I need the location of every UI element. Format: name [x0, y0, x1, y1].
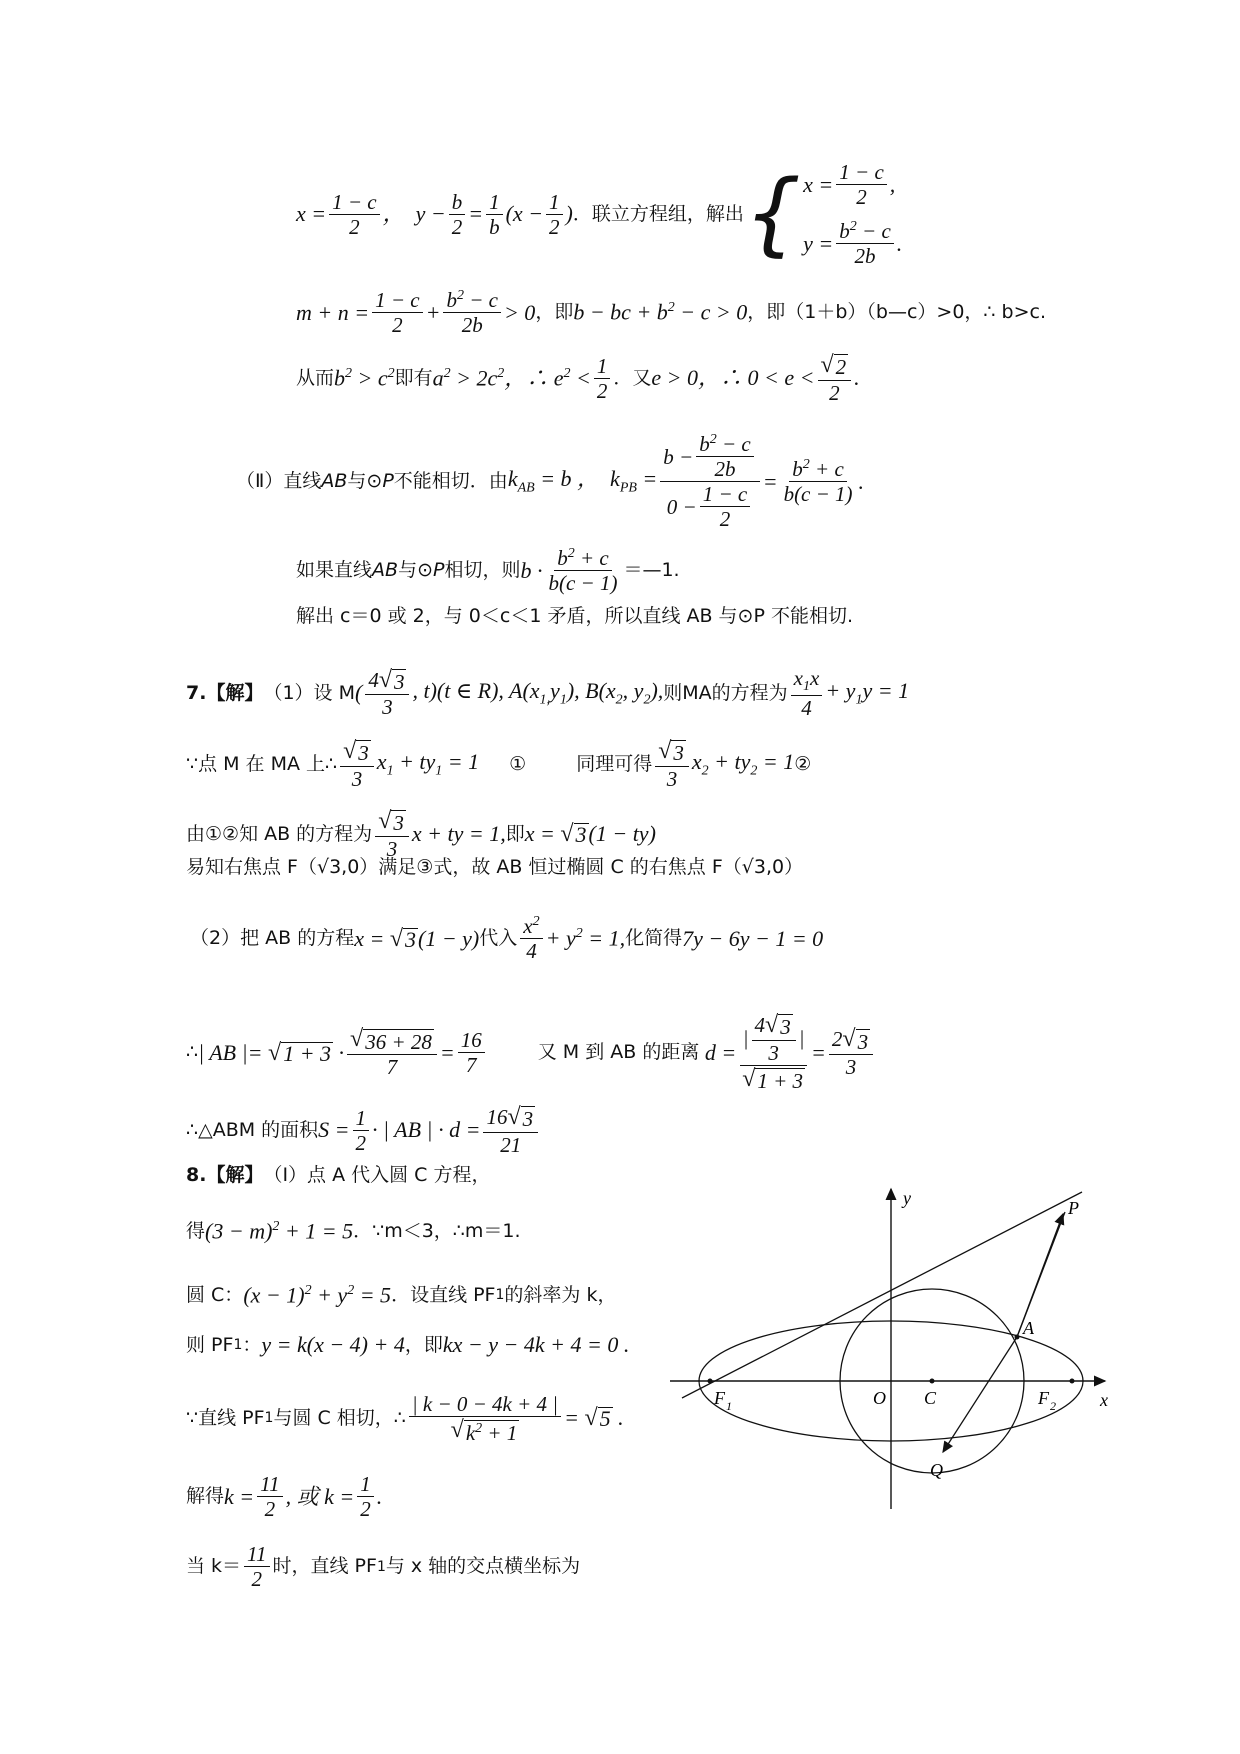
label-x: x [1100, 1390, 1108, 1410]
line-pf1 [682, 1192, 1082, 1398]
eq-line-1: x = $\frac{1 - c}{2}$ ， y − $\frac{b}{2}$ = $\frac{1}{b}$ (x − $\frac{1}{2}$ ) ．联立方程组，解出 { x = $\frac{1 - c}{2}$ , y = $\frac{b^2 - c}{2b}$ . [296, 160, 903, 269]
label-f1-sub: 1 [726, 1399, 732, 1413]
point-a [1015, 1335, 1020, 1340]
p7-line-4: 易知右焦点 F（√3,0）满足③式，故 AB 恒过椭圆 C 的右焦点 F（√3,0） [186, 856, 804, 878]
text-then-2: ，即（1＋b）（b—c）>0，∴ b>c. [747, 301, 1047, 324]
text-line-6: 解出 c＝0 或 2，与 0＜c＜1 矛盾，所以直线 AB 与⊙P 不能相切. [296, 605, 854, 627]
label-o: O [873, 1388, 886, 1408]
eq-line-3: 从而 $b^2 > c^2$ 即有 $a^2 > 2c^2$，∴ $e^2$ < $\frac{1}{2}$ ．又 e > 0，∴ 0 < e < √ 2 2 . [296, 352, 860, 405]
text-then: ，即 [535, 301, 574, 324]
point-f2 [1070, 1379, 1075, 1384]
label-a: A [1023, 1318, 1034, 1338]
label-f2-sub: 2 [1050, 1399, 1056, 1413]
p8-line-7: 当 k＝ $\frac{11}{2}$ 时，直线 PF 1 与 x 轴的交点横坐标为 [186, 1542, 581, 1592]
eq-line-5: 如果直线 AB 与⊙ P 相切，则 b · $\frac{b^2 + c}{b(c - 1)}$ ＝—1. [296, 546, 680, 596]
p8-line-1: 8.【解】 （Ⅰ）点 A 代入圆 C 方程， [186, 1164, 491, 1186]
p7-line-3: 由①②知 AB 的方程为 √ 3 3 x + ty = 1, 即 x = √ 3 (1 − ty) [186, 808, 656, 861]
p7-line-6: ∴ | AB |= √ 1 + 3 · √ 36 + 28 7 = $\frac{16}{7}$ 又 M 到 AB 的距离 d = | 4 √ 3 3 | √ 1 + 3 = 2 √ 3 3 [186, 1012, 876, 1093]
p7-line-5: （2）把 AB 的方程 x = √ 3 (1 − y) 代入 $\frac{x^2}{4}$ + $y^2 = 1$, 化简得 7y − 6y − 1 = 0 [190, 914, 824, 964]
point-c [930, 1379, 935, 1384]
p8-line-5: ∵直线 PF 1 与圆 C 相切，∴ | k − 0 − 4k + 4 | √ $k^2 + 1$ = √ 5 . [186, 1392, 624, 1445]
geometry-figure [660, 1184, 1120, 1524]
p8-line-3: 圆 C： $(x - 1)^2 + y^2 = 5$ ．设直线 PF 1 的斜率为 k， [186, 1282, 617, 1308]
label-y: y [903, 1188, 911, 1208]
p7-line-1: 7.【解】 （1）设 M ( 4 √ 3 3 , t)(t ∈ R), $A(x_{1,}y_1)$, $B(x_2$, $y_2$), 则MA的方程为 $\frac{x_1x}{4}$ + $y_1y = 1$ [186, 666, 910, 721]
p8-line-4: 则 PF 1 ： y = k(x − 4) + 4 ，即 kx − y − 4k + 4 = 0 . [186, 1332, 630, 1357]
point-f1 [708, 1379, 713, 1384]
p8-line-2: 得 $(3 - m)^2 + 1 = 5$ ．∵m＜3，∴m＝1. [186, 1218, 521, 1244]
label-f2: F [1038, 1388, 1049, 1408]
label-q: Q [930, 1460, 943, 1480]
label-f1: F [714, 1388, 725, 1408]
label-p: P [1068, 1198, 1079, 1218]
eq-line-2: m + n = $\frac{1 - c}{2}$ + $\frac{b^2 - c}{2b}$ > 0 ，即 b − bc + $b^2 - c > 0$ ，即（1＋b）（b—c）>0，∴ b>c. [296, 288, 1047, 338]
p7-line-2: ∵点 M 在 MA 上∴ √ 3 3 $x_1 + ty_1 = 1$ ① 同理可得 √ 3 3 $x_2 + ty_2 = 1$ ② [186, 738, 812, 791]
p7-line-7: ∴△ABM 的面积 S = $\frac{1}{2}$ · | AB | · d = 16 √ 3 21 [186, 1104, 541, 1157]
p8-line-6: 解得 k = $\frac{11}{2}$ , 或 k = $\frac{1}{2}$ . [186, 1472, 383, 1522]
text-join: ．联立方程组，解出 [572, 202, 744, 225]
eq-line-4: （Ⅱ）直线 AB 与⊙ P 不能相切．由 $k_{AB} = b$ ， $k_{PB}$ = b − $\frac{b^2 - c}{2b}$ 0 − $\frac{1 - c}{2}$ = $\frac{b^2 + c}{b(c - 1)}$ . [236, 432, 865, 532]
label-c: C [924, 1388, 937, 1408]
